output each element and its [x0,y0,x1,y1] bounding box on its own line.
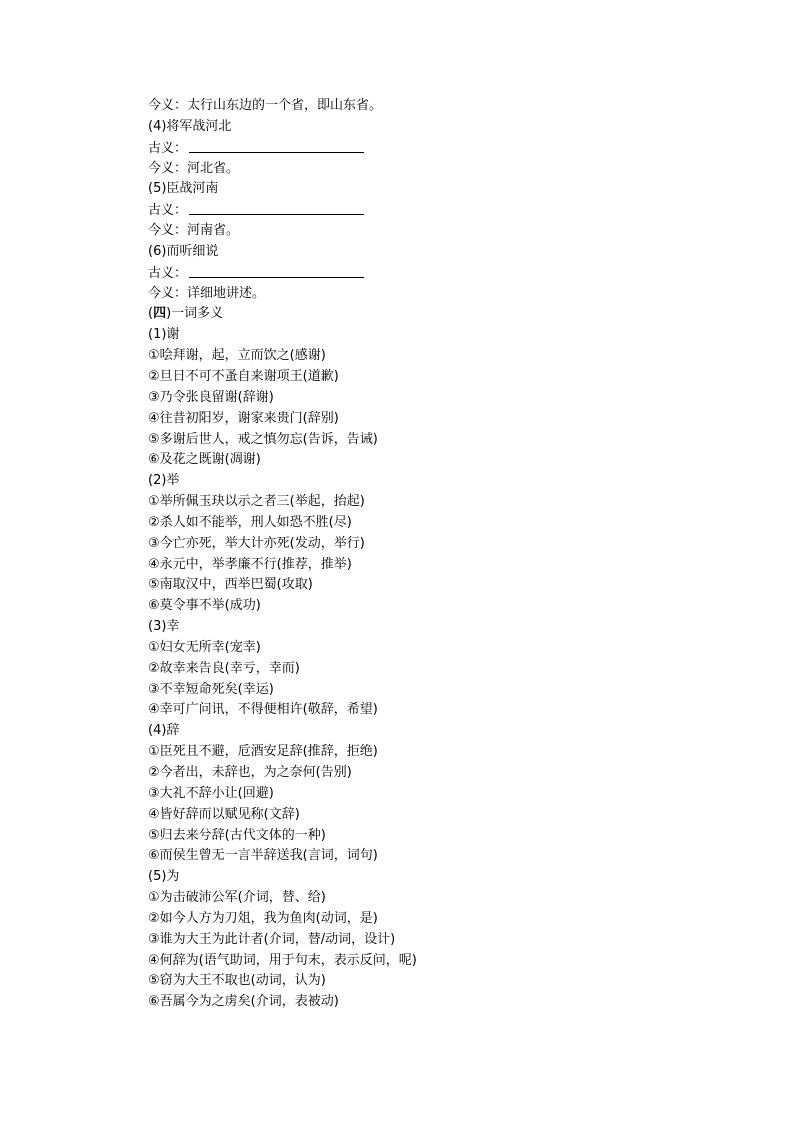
sense-line: ③大礼不辞小让(回避) [148,785,274,801]
text-line: 今义：详细地讲述。 [148,285,266,301]
item-heading: (5)臣战河南 [148,181,219,197]
sense-line: ⑥及花之既谢(凋谢) [148,452,261,468]
item-heading: (4)将军战河北 [148,118,232,134]
sense-line: ⑤多谢后世人，戒之慎勿忘(告诉，告诫) [148,431,378,447]
sense-line: ④幸可广问讯，不得便相许(敬辞，希望) [148,702,378,718]
fill-in-line [148,138,668,159]
sense-line: ②故幸来告良(幸亏，幸而) [148,660,300,676]
sense-line: ③今亡亦死，举大计亦死(发动，举行) [148,535,365,551]
word-heading: (5)为 [148,869,180,885]
sense-line: ⑥而侯生曾无一言半辞送我(言词，词句) [148,848,378,864]
sense-line: ②杀人如不能举，刑人如恐不胜(尽) [148,514,352,530]
answer-blank[interactable] [189,200,364,215]
section-heading [148,304,668,325]
fill-in-line [148,200,668,221]
fill-in-label: 古义： [148,140,188,156]
sense-line: ⑤归去来兮辞(古代文体的一种) [148,827,326,843]
sense-line: ⑥莫令事不举(成功) [148,598,261,614]
sense-line: ⑤南取汉中，西举巴蜀(攻取) [148,577,313,593]
word-heading: (4)辞 [148,723,180,739]
word-heading: (2)举 [148,473,180,489]
sense-line: ①哙拜谢，起，立而饮之(感谢) [148,348,326,364]
sense-line: ①为击破沛公军(介词，替、给) [148,890,326,906]
sense-line: ②如今人方为刀俎，我为鱼肉(动词，是) [148,910,378,926]
sense-line: ④永元中，举孝廉不行(推荐，推举) [148,556,352,572]
sense-line: ④何辞为(语气助词，用于句末，表示反问，呢) [148,952,417,968]
sense-line: ⑤窃为大王不取也(动词，认为) [148,973,326,989]
word-heading: (3)幸 [148,619,180,635]
word-heading: (1)谢 [148,327,180,343]
sense-line: ①举所佩玉玦以示之者三(举起，抬起) [148,494,365,510]
sense-line: ②旦日不可不蚤自来谢项王(道歉) [148,368,339,384]
section-heading-number: 四 [153,306,167,322]
fill-in-label: 古义： [148,265,188,281]
text-line: 今义：太行山东边的一个省，即山东省。 [148,98,383,113]
sense-line: ④往昔初阳岁，谢家来贵门(辞别) [148,410,339,426]
section-heading-open: ( [148,306,154,322]
sense-line: ⑥吾属今为之虏矣(介词，表被动) [148,994,339,1010]
sense-line: ③乃令张良留谢(辞谢) [148,389,274,405]
text-line: 今义：河南省。 [148,223,240,239]
sense-line: ③谁为大王为此计者(介词，替/动词，设计) [148,931,396,947]
sense-line: ②今者出，未辞也，为之奈何(告别) [148,765,352,780]
sense-line: ④皆好辞而以赋见称(文辞) [148,806,300,822]
text-line: 今义：河北省。 [148,160,240,176]
item-heading: (6)而听细说 [148,243,219,259]
section-heading-title: )一词多义 [166,306,224,322]
sense-line: ③不幸短命死矣(幸运) [148,681,274,697]
answer-blank[interactable] [189,138,364,153]
fill-in-label: 古义： [148,203,188,219]
answer-blank[interactable] [189,263,364,278]
fill-in-line [148,263,668,284]
sense-line: ①妇女无所幸(宠幸) [148,639,261,655]
document-body [148,96,668,1013]
sense-line: ①臣死且不避，卮酒安足辞(推辞，拒绝) [148,744,378,760]
